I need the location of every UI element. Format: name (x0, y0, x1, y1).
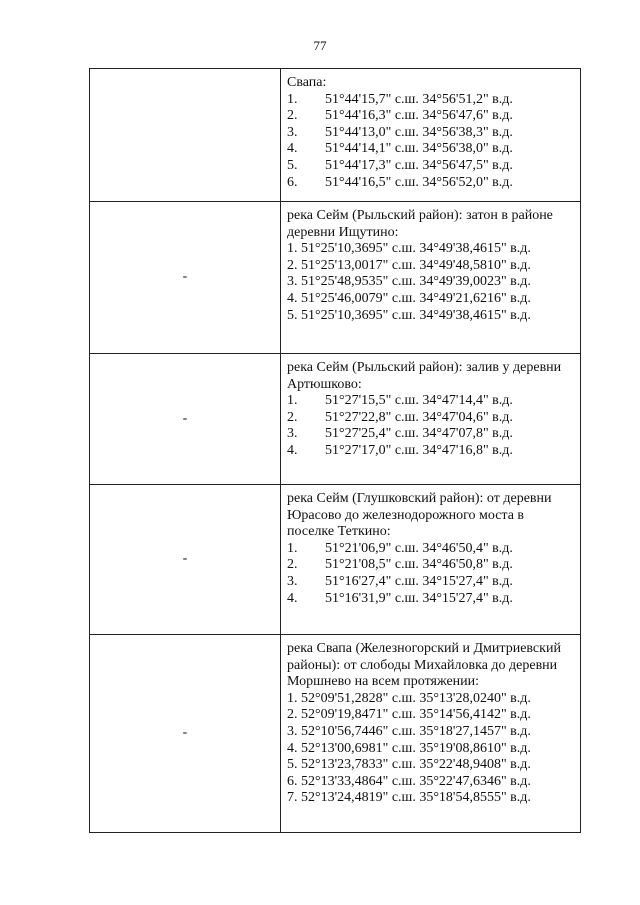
coordinate-point (287, 774, 574, 791)
coordinate-point (287, 274, 574, 291)
point-number: 7. (287, 790, 298, 806)
point-coordinates: 51°27'22,8" с.ш. 34°47'04,6" в.д. (325, 409, 513, 425)
point-coordinates: 51°21'08,5" с.ш. 34°46'50,8" в.д. (325, 557, 513, 573)
point-coordinates: 51°44'15,7" с.ш. 34°56'51,2" в.д. (325, 91, 513, 107)
point-coordinates: 51°27'15,5" с.ш. 34°47'14,4" в.д. (325, 393, 513, 409)
point-number: 4. (287, 290, 298, 306)
point-coordinates: 51°25'13,0017" с.ш. 34°49'48,5810" в.д. (301, 257, 531, 273)
coordinate-point (287, 790, 574, 807)
point-coordinates: 51°21'06,9" с.ш. 34°46'50,4" в.д. (325, 540, 513, 556)
point-number: 5. (287, 757, 298, 773)
table-row (90, 69, 581, 202)
coordinate-point (287, 108, 574, 125)
coordinate-point (287, 707, 574, 724)
point-coordinates: 52°09'19,8471" с.ш. 35°14'56,4142" в.д. (301, 707, 531, 723)
point-coordinates: 52°13'00,6981" с.ш. 35°19'08,8610" в.д. (301, 740, 531, 756)
coordinate-point (287, 724, 574, 741)
point-number: 5. (287, 307, 298, 323)
point-coordinates: 51°16'31,9" с.ш. 34°15'27,4" в.д. (325, 590, 513, 606)
point-number: 2. (287, 108, 298, 124)
point-number: 2. (287, 557, 298, 573)
area-heading: река Сейм (Рыльский район): затон в районе деревни Ищутино: (287, 208, 553, 240)
point-coordinates: 51°44'14,1" с.ш. 34°56'38,0" в.д. (325, 141, 513, 157)
point-coordinates: 51°27'17,0" с.ш. 34°47'16,8" в.д. (325, 442, 513, 458)
row-dash-cell (90, 69, 281, 202)
point-number: 1. (287, 393, 298, 409)
point-coordinates: 52°13'23,7833" с.ш. 35°22'48,9408" в.д. (301, 757, 531, 773)
point-coordinates: 51°25'46,0079" с.ш. 34°49'21,6216" в.д. (301, 290, 531, 306)
coordinate-point (287, 125, 574, 142)
point-coordinates: 51°44'16,5" с.ш. 34°56'52,0" в.д. (325, 174, 513, 190)
point-number: 1. (287, 540, 298, 556)
row-dash-cell: - (90, 354, 281, 485)
coordinate-point (287, 741, 574, 758)
coordinate-point (287, 393, 574, 410)
row-description-cell (281, 635, 581, 833)
point-coordinates: 51°27'25,4" с.ш. 34°47'07,8" в.д. (325, 426, 513, 442)
point-number: 3. (287, 274, 298, 290)
coordinates-table (89, 68, 581, 833)
point-number: 6. (287, 773, 298, 789)
point-coordinates: 51°25'10,3695" с.ш. 34°49'38,4615" в.д. (301, 241, 531, 257)
table-row (90, 354, 581, 485)
point-number: 6. (287, 174, 298, 190)
coordinate-point (287, 158, 574, 175)
point-number: 1. (287, 241, 298, 257)
point-coordinates: 51°44'13,0" с.ш. 34°56'38,3" в.д. (325, 124, 513, 140)
coordinate-point (287, 241, 574, 258)
coordinate-point (287, 141, 574, 158)
coordinate-point (287, 443, 574, 460)
point-coordinates: 51°44'16,3" с.ш. 34°56'47,6" в.д. (325, 108, 513, 124)
point-coordinates: 52°13'33,4864" с.ш. 35°22'47,6346" в.д. (301, 773, 531, 789)
row-description-cell (281, 354, 581, 485)
point-number: 2. (287, 257, 298, 273)
point-number: 1. (287, 690, 298, 706)
point-number: 1. (287, 91, 298, 107)
row-dash-cell: - (90, 202, 281, 354)
coordinate-point (287, 426, 574, 443)
point-number: 4. (287, 740, 298, 756)
coordinate-point (287, 258, 574, 275)
point-number: 5. (287, 157, 298, 173)
coordinate-point (287, 591, 574, 608)
point-coordinates: 52°09'51,2828" с.ш. 35°13'28,0240" в.д. (301, 690, 531, 706)
row-description-cell (281, 202, 581, 354)
point-number: 4. (287, 590, 298, 606)
point-number: 3. (287, 573, 298, 589)
point-number: 2. (287, 707, 298, 723)
area-heading: река Свапа (Железногорский и Дмитриевский районы): от слободы Михайловка до деревни Моршнево на всем протяжении: (287, 641, 561, 690)
point-coordinates: 51°25'48,9535" с.ш. 34°49'39,0023" в.д. (301, 274, 531, 290)
coordinate-point (287, 691, 574, 708)
coordinate-point (287, 574, 574, 591)
row-dash-cell: - (90, 485, 281, 635)
row-dash-cell: - (90, 635, 281, 833)
point-number: 3. (287, 426, 298, 442)
area-heading: река Сейм (Рыльский район): залив у деревни Артюшково: (287, 360, 562, 392)
point-coordinates: 51°16'27,4" с.ш. 34°15'27,4" в.д. (325, 573, 513, 589)
row-description-cell (281, 485, 581, 635)
point-coordinates: 52°13'24,4819" с.ш. 35°18'54,8555" в.д. (301, 790, 531, 806)
point-number: 3. (287, 723, 298, 739)
row-description-cell (281, 69, 581, 202)
table-row (90, 485, 581, 635)
point-coordinates: 51°44'17,3" с.ш. 34°56'47,5" в.д. (325, 157, 513, 173)
coordinate-point (287, 291, 574, 308)
point-number: 2. (287, 409, 298, 425)
coordinate-point (287, 557, 574, 574)
coordinate-point (287, 308, 574, 325)
coordinate-point (287, 757, 574, 774)
coordinate-point (287, 175, 574, 192)
point-number: 3. (287, 124, 298, 140)
point-coordinates: 51°25'10,3695" с.ш. 34°49'38,4615" в.д. (301, 307, 531, 323)
coordinate-point (287, 92, 574, 109)
point-number: 4. (287, 141, 298, 157)
table-row (90, 635, 581, 833)
point-number: 4. (287, 442, 298, 458)
coordinate-point (287, 410, 574, 427)
page-number: 77 (313, 38, 327, 53)
area-heading: река Сейм (Глушковский район): от деревни Юрасово до железнодорожного моста в поселке Теткино: (287, 491, 552, 540)
point-coordinates: 52°10'56,7446" с.ш. 35°18'27,1457" в.д. (301, 723, 531, 739)
area-heading: Свапа: (287, 75, 327, 90)
coordinate-point (287, 541, 574, 558)
table-row (90, 202, 581, 354)
